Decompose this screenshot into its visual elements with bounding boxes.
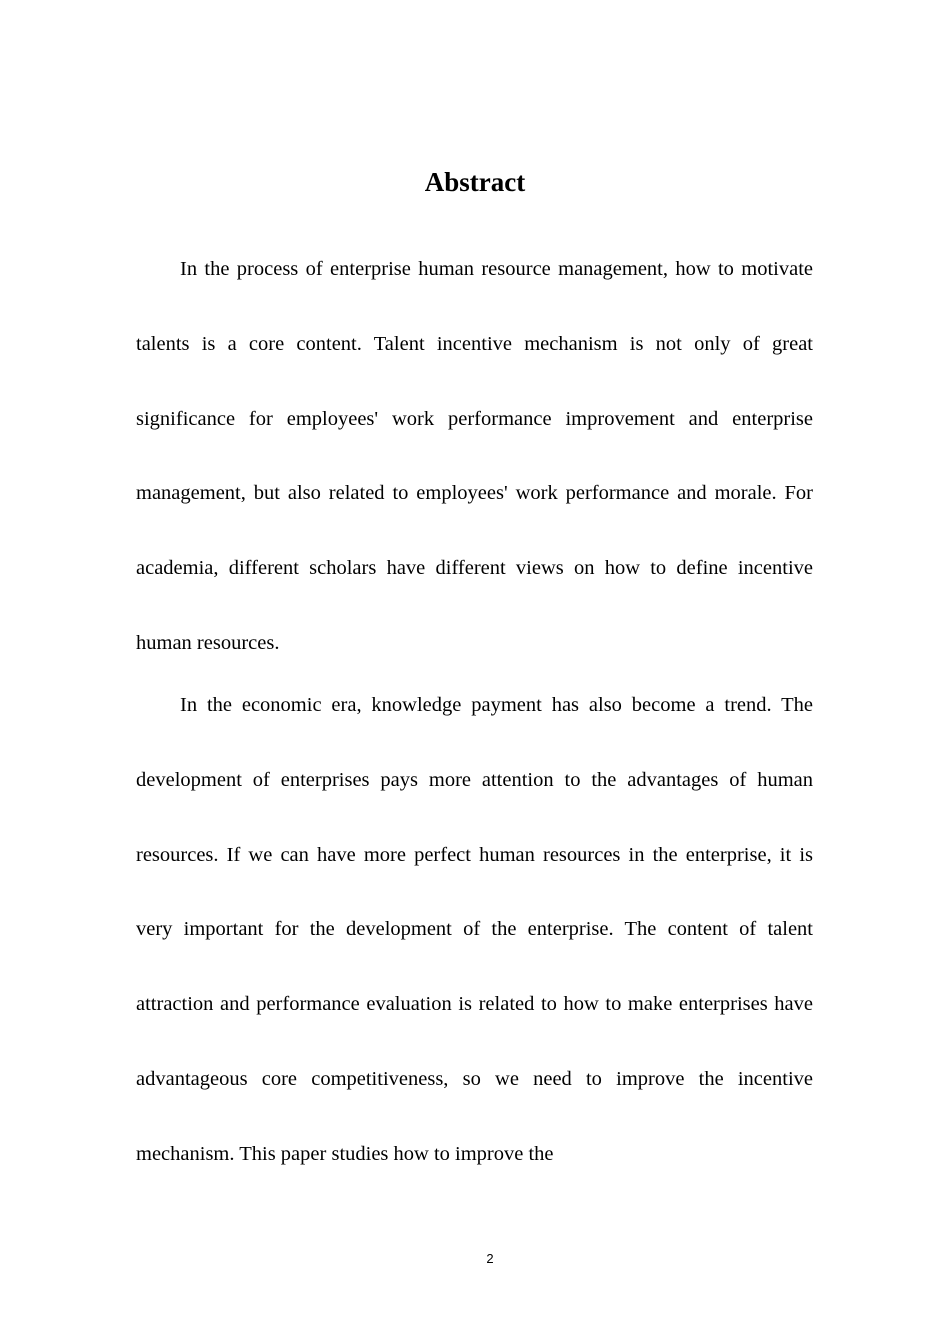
abstract-paragraph-2: In the economic era, knowledge payment has also become a trend. The development of enterprises pays more attention to the advantages of human resources. If we can have more perfect human resources in the enterprise, it is very important for the development of the enterprise. The content of talent attraction and performance evaluation is related to how to make enterprises have advantageous core competitiveness, so we need to improve the incentive mechanism. This paper studies how to improve the <box>136 694 813 1165</box>
page-number: 2 <box>486 1251 494 1266</box>
abstract-paragraph-1: In the process of enterprise human resource management, how to motivate talents is a core content. Talent incentive mechanism is not only of great significance for employees' work performance improvement and enterprise management, but also related to employees' work performance and morale. For academia, different scholars have different views on how to define incentive human resources. <box>136 258 813 654</box>
abstract-title: Abstract <box>424 167 526 197</box>
